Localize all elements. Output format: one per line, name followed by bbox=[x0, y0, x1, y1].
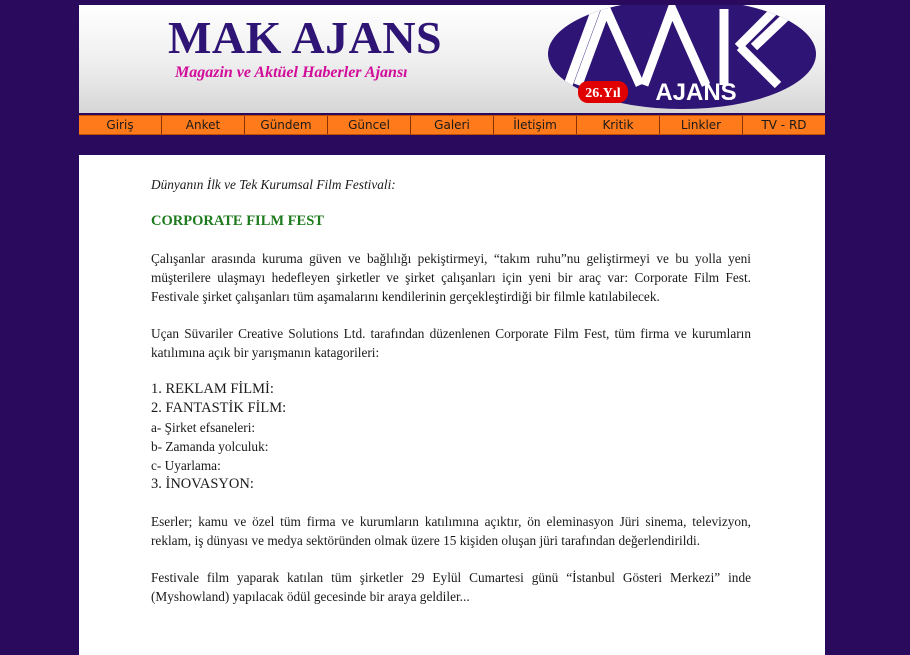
article-body bbox=[151, 175, 751, 606]
site-tagline: Magazin ve Aktüel Haberler Ajansı bbox=[175, 64, 408, 81]
nav-item-gundem[interactable]: Gündem bbox=[244, 116, 327, 134]
article-paragraph-1: Çalışanlar arasında kuruma güven ve bağlılığı pekiştirmeyi, “takım ruhu”nu geliştirmeyi ve bu yolla yeni müşterilere ulaşmayı hedefleyen şirketler ve şirket çalışanları için yeni bir araç var: Corporate Film Fest. Festivale şirket çalışanları tüm aşamalarını kendilerinin gerçekleştirdiği bir filmle katılabilecek. bbox=[151, 251, 751, 304]
logo-graphic bbox=[548, 5, 816, 109]
nav-item-giris[interactable]: Giriş bbox=[106, 118, 134, 132]
category-item: a- Şirket efsaneleri: bbox=[151, 420, 256, 435]
site-title: MAK AJANS bbox=[168, 12, 443, 63]
nav-item-tv-rd[interactable]: TV - RD bbox=[742, 116, 825, 134]
category-item: 2. FANTASTİK FİLM: bbox=[151, 400, 287, 416]
category-item: 1. REKLAM FİLMİ: bbox=[151, 381, 274, 397]
article-heading: CORPORATE FILM FEST bbox=[151, 213, 324, 229]
article-intro: Dünyanın İlk ve Tek Kurumsal Film Festivali: bbox=[151, 177, 396, 192]
content-panel bbox=[79, 155, 825, 655]
year-badge-text: 26.Yıl bbox=[585, 86, 621, 101]
logo-wordmark: AJANS bbox=[655, 79, 737, 106]
main-navigation bbox=[79, 115, 825, 135]
page-container bbox=[79, 5, 825, 649]
category-item: b- Zamanda yolculuk: bbox=[151, 439, 269, 454]
nav-item-linkler[interactable]: Linkler bbox=[659, 116, 742, 134]
nav-item-kritik[interactable]: Kritik bbox=[576, 116, 659, 134]
article-paragraph-2: Uçan Süvariler Creative Solutions Ltd. tarafından düzenlenen Corporate Film Fest, tüm firma ve kurumların katılımına açık bir yarışmanın katagorileri: bbox=[151, 326, 751, 360]
category-list bbox=[151, 380, 751, 494]
year-badge bbox=[578, 81, 628, 103]
nav-item-iletisim[interactable]: İletişim bbox=[493, 116, 576, 134]
mak-ajans-logo[interactable] bbox=[548, 5, 816, 109]
article-paragraph-4: Festivale film yaparak katılan tüm şirketler 29 Eylül Cumartesi günü “İstanbul Gösteri Merkezi” inde (Myshowland) yapılacak ödül gecesinde bir araya geldiler... bbox=[151, 570, 751, 604]
site-header bbox=[79, 5, 825, 113]
nav-item-guncel[interactable]: Güncel bbox=[327, 116, 410, 134]
category-item: 3. İNOVASYON: bbox=[151, 476, 254, 492]
nav-item-galeri[interactable]: Galeri bbox=[410, 116, 493, 134]
article-paragraph-3: Eserler; kamu ve özel tüm firma ve kurumların katılımına açıktır, ön eleminasyon Jüri sinema, televizyon, reklam, iş dünyası ve medya sektöründen olmak üzere 15 kişiden oluşan jüri tarafından değerlendirildi. bbox=[151, 514, 751, 548]
category-item: c- Uyarlama: bbox=[151, 458, 221, 473]
nav-item-anket[interactable]: Anket bbox=[161, 116, 244, 134]
